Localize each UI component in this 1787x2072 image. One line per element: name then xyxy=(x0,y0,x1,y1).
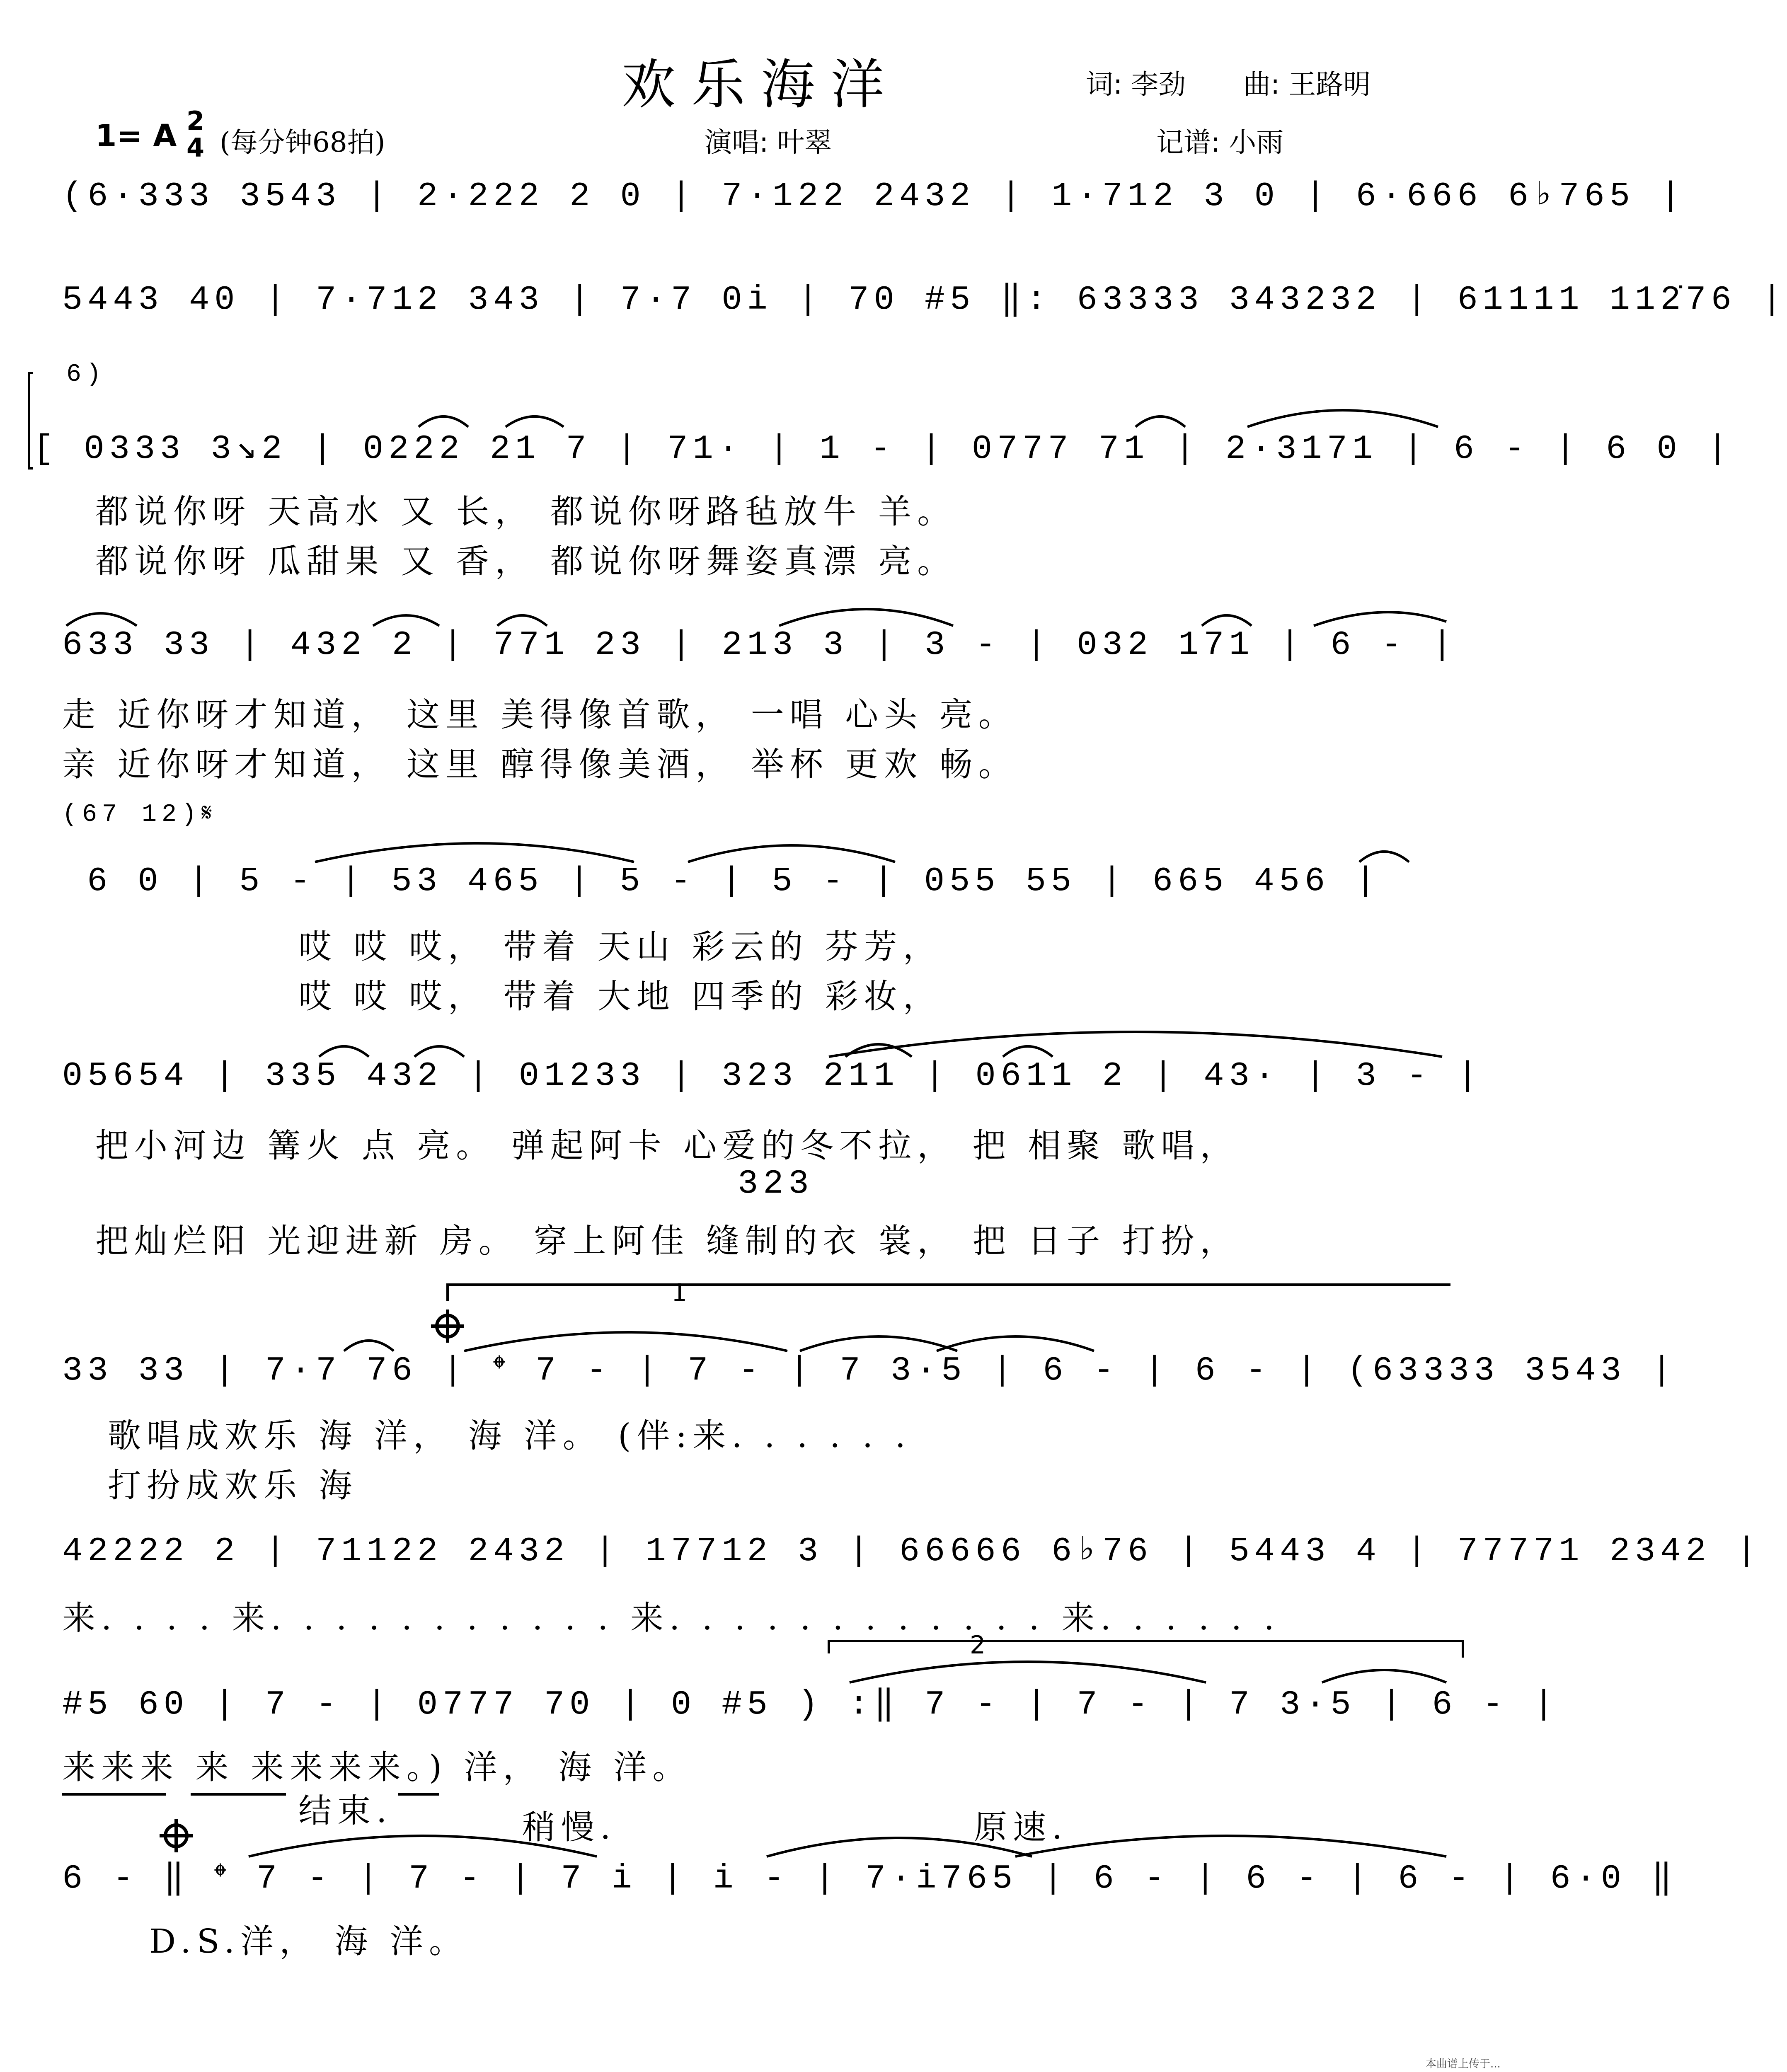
lyricist: 词: 李劲 xyxy=(1086,68,1186,100)
lyrics-row-9: 来来来 来 来来来来。) 洋， 海 洋。 xyxy=(62,1748,692,1786)
time-signature-bottom: 4 xyxy=(186,133,205,163)
notation-row-1: (6·333 3543 | 2·222 2 0 | 7·122 2432 | 1·712 3 0 | 6·666 6♭765 | xyxy=(62,177,1686,215)
slur xyxy=(688,845,895,862)
slur xyxy=(373,615,439,626)
ritardando-mark: 稍慢. xyxy=(522,1808,617,1847)
slur xyxy=(1314,612,1446,626)
lyrics-row-5-verse-2: 哎 哎 哎， 带着 大地 四季的 彩妆， xyxy=(298,977,942,1016)
notation-row-5: 6 0 | 5 - | 53 465 | 5 - | 5 - | 055 55 | 665 456 | xyxy=(87,862,1381,900)
notation-row-2: 5443 40 | 7·712 343 | 7·7 0i | 70 #5 ‖: 63333 343232 | 61111 112̇76 | xyxy=(62,281,1787,319)
singer: 演唱: 叶翠 xyxy=(705,126,832,158)
slur xyxy=(464,1332,787,1351)
slur xyxy=(414,1046,464,1057)
slur xyxy=(249,1836,597,1857)
slur xyxy=(850,1662,1206,1682)
lyrics-row-10: D.S.洋， 海 洋。 xyxy=(149,1922,468,1961)
slur xyxy=(419,416,468,427)
notation-row-3: [ 0333 3↘2 | 0222 21 7 | 71· | 1 - | 0777 71 | 2·3171 | 6 - | 6 0 | xyxy=(33,430,1733,468)
slur xyxy=(1136,416,1185,427)
intro-grace-notes: (67 12)𝄋 xyxy=(62,801,217,829)
volta-1-label: 1 xyxy=(671,1278,688,1307)
lyrics-row-6-verse-2: 把灿烂阳 光迎进新 房。 穿上阿佳 缝制的衣 裳， 把 日子 打扮， xyxy=(95,1222,1239,1260)
notation-row-4: 633 33 | 432 2 | 771 23 | 213 3 | 3 - | 032 171 | 6 - | xyxy=(62,626,1458,664)
footer-watermark: 本曲谱上传于... xyxy=(1426,2058,1501,2070)
slur xyxy=(344,1341,394,1351)
lyrics-row-6-verse-1: 把小河边 篝火 点 亮。 弹起阿卡 心爱的冬不拉， 把 相聚 歌唱， xyxy=(95,1126,1239,1165)
notation-row-9: #5 60 | 7 - | 0777 70 | 0 #5 ) :‖ 7 - | 7 - | 7 3·5 | 6 - | xyxy=(62,1685,1559,1724)
slur xyxy=(1003,1046,1053,1057)
notation-row-7: 33 33 | 7·7 76 | 𝄌 7 - | 7 - | 7 3·5 | 6 - | 6 - | (63333 3543 | xyxy=(62,1351,1677,1390)
slur xyxy=(66,613,137,626)
slur xyxy=(1359,852,1409,862)
lyrics-row-5-verse-1: 哎 哎 哎， 带着 天山 彩云的 芬芳， xyxy=(298,927,942,966)
ending-mark: 结束. xyxy=(298,1791,393,1830)
left-bracket xyxy=(29,373,33,468)
volta-2-label: 2 xyxy=(970,1631,986,1660)
slur xyxy=(937,1336,1094,1351)
coda-sign xyxy=(160,1310,464,1852)
slur xyxy=(506,416,564,427)
page-title: 欢乐海洋 xyxy=(622,53,901,116)
slur xyxy=(829,1032,1442,1057)
a-tempo-mark: 原速. xyxy=(974,1808,1068,1847)
lyrics-row-7-verse-1: 歌唱成欢乐 海 洋， 海 洋。 (伴:来. . . . . . xyxy=(108,1416,912,1455)
lyrics-row-3-verse-2: 都说你呀 瓜甜果 又 香， 都说你呀舞姿真漂 亮。 xyxy=(95,542,956,581)
slur xyxy=(319,1046,369,1057)
slur xyxy=(1015,1836,1446,1857)
tempo-marking: (每分钟68拍) xyxy=(220,126,385,158)
lyrics-row-4-verse-1: 走 近你呀才知道， 这里 美得像首歌， 一唱 心头 亮。 xyxy=(62,695,1017,734)
slur xyxy=(1202,615,1252,626)
slur xyxy=(315,843,634,862)
lyrics-row-4-verse-2: 亲 近你呀才知道， 这里 醇得像美酒， 举杯 更欢 畅。 xyxy=(62,745,1017,784)
notation-row-8: 42222 2 | 71122 2432 | 17712 3 | 66666 6♭76 | 5443 4 | 77771 2342 | xyxy=(62,1532,1762,1571)
slur xyxy=(1322,1670,1446,1682)
slur xyxy=(767,1838,1032,1857)
slur xyxy=(779,609,953,626)
key-signature: 1= A xyxy=(95,118,177,154)
slur xyxy=(800,1336,957,1351)
lyrics-row-8: 来. . . . 来. . . . . . . . . . . 来. . . . . . . . . . . . 来. . . . . . xyxy=(62,1599,1280,1637)
volta-2-line xyxy=(829,1641,1463,1658)
pickup-note: 6) xyxy=(66,361,107,389)
volta-1-line xyxy=(448,1285,1450,1301)
notation-row-10: 6 - ‖ 𝄌 7 - | 7 - | 7 i | i - | 7·i765 | 6 - | 6 - | 6 - | 6·0 ‖ xyxy=(62,1859,1677,1898)
slur xyxy=(497,615,547,626)
lyrics-row-3-verse-1: 都说你呀 天高水 又 长， 都说你呀路毡放牛 羊。 xyxy=(95,492,956,531)
time-signature-top: 2 xyxy=(186,106,205,136)
slur xyxy=(1247,410,1438,427)
transcriber: 记谱: 小雨 xyxy=(1156,126,1284,158)
lyrics-row-7-verse-2: 打扮成欢乐 海 xyxy=(108,1466,358,1505)
alternate-notes: 323 xyxy=(738,1164,814,1203)
notation-row-6: 05654 | 335 432 | 01233 | 323 211 | 0611 2 | 43· | 3 - | xyxy=(62,1057,1483,1095)
composer: 曲: 王路明 xyxy=(1243,68,1371,100)
